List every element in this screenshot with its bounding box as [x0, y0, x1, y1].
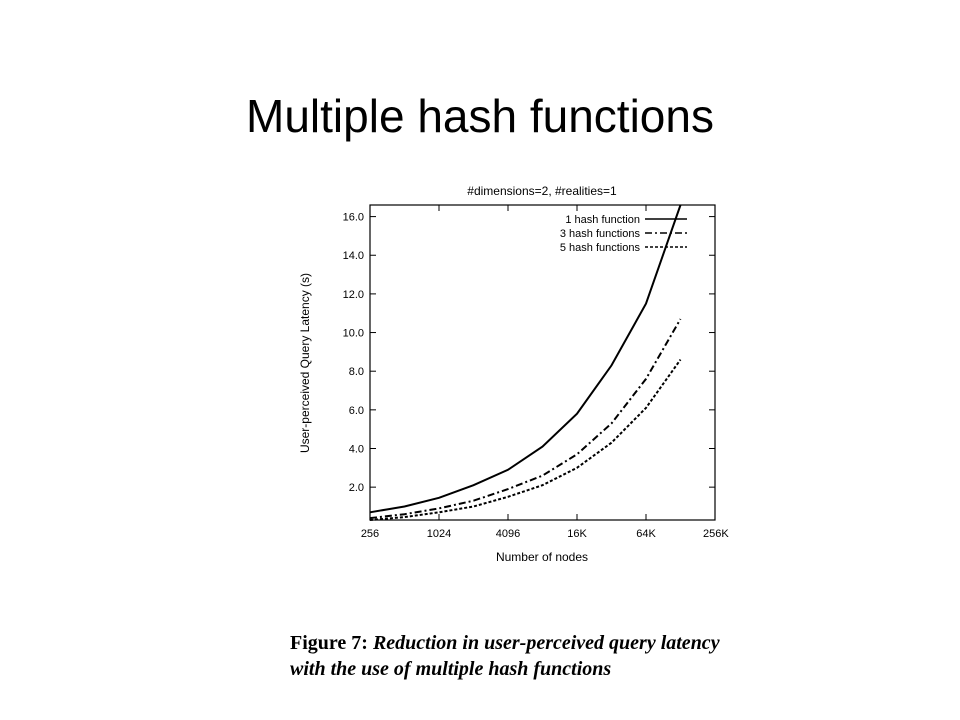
figure-caption: [290, 630, 730, 682]
figure-label: Figure 7:: [290, 632, 368, 654]
y-tick-label: 16.0: [342, 211, 364, 224]
chart-title: #dimensions=2, #realities=1: [467, 184, 617, 198]
x-tick-label: 4096: [495, 528, 521, 540]
y-tick-label: 8.0: [348, 366, 364, 379]
y-tick-label: 10.0: [342, 327, 364, 340]
series-line: [370, 319, 681, 518]
x-tick-label: 64K: [636, 528, 656, 540]
y-tick-label: 12.0: [342, 288, 364, 301]
x-axis: [361, 205, 730, 540]
y-axis-label: User-perceived Query Latency (s): [298, 272, 312, 454]
figure-text: Reduction in user-perceived query latency with the use of multiple hash functions: [290, 632, 720, 680]
slide-title: Multiple hash functions: [246, 90, 714, 142]
legend-label: 5 hash functions: [559, 242, 640, 254]
y-tick-label: 6.0: [348, 404, 364, 417]
y-tick-label: 4.0: [348, 443, 364, 456]
x-axis-label: Number of nodes: [495, 550, 589, 564]
latency-chart: [290, 175, 740, 575]
x-tick-label: 16K: [567, 528, 587, 540]
legend-label: 1 hash function: [565, 214, 640, 226]
y-axis: [343, 212, 715, 495]
y-tick-label: 2.0: [348, 482, 364, 495]
legend: [560, 214, 687, 254]
x-tick-label: 256: [360, 528, 380, 540]
y-tick-label: 14.0: [342, 250, 364, 263]
legend-label: 3 hash functions: [559, 228, 640, 240]
x-tick-label: 256K: [703, 528, 729, 540]
series-line: [370, 360, 681, 520]
x-tick-label: 1024: [426, 528, 452, 540]
